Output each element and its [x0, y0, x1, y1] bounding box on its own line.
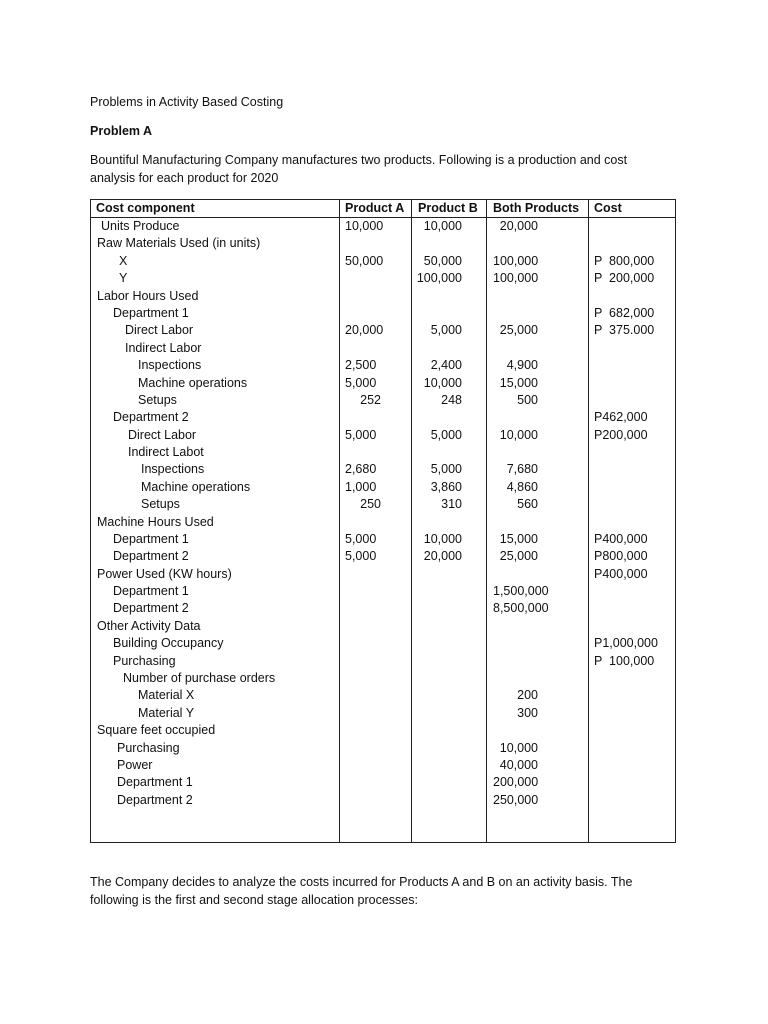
row-label: Purchasing [117, 741, 180, 755]
cell-both-products: 20,000 [499, 219, 538, 233]
row-label: Department 2 [113, 410, 189, 424]
row-label: Purchasing [113, 654, 176, 668]
cell-product-a: 5,000 [345, 532, 377, 546]
cell-cost: P1,000,000 [594, 636, 658, 650]
cell-both-products: 200,000 [493, 775, 539, 789]
cell-product-b: 310 [441, 497, 462, 511]
row-label: Power Used (KW hours) [97, 567, 232, 581]
cell-product-a: 1,000 [345, 480, 377, 494]
row-label: Setups [138, 393, 177, 407]
cell-product-a: 2,680 [345, 462, 377, 476]
cell-both-products: 8,500,000 [493, 601, 549, 615]
column-divider [411, 200, 412, 842]
row-label: Department 1 [113, 532, 189, 546]
column-divider [339, 200, 340, 842]
cell-product-a: 5,000 [345, 376, 377, 390]
cell-both-products: 100,000 [493, 254, 539, 268]
cell-both-products: 25,000 [499, 323, 538, 337]
closing-paragraph-line-2: following is the first and second stage allocation processes: [90, 893, 418, 907]
row-label: Machine operations [141, 480, 251, 494]
header-product-b: Product B [418, 201, 478, 215]
cell-both-products: 200 [517, 688, 538, 702]
header-cost-component: Cost component [96, 201, 195, 215]
cell-both-products: 40,000 [499, 758, 538, 772]
row-label: Department 2 [117, 793, 193, 807]
cell-product-b: 248 [441, 393, 462, 407]
cell-product-b: 20,000 [423, 549, 462, 563]
row-label: Machine operations [138, 376, 248, 390]
cell-product-a: 5,000 [345, 549, 377, 563]
header-cost: Cost [594, 201, 622, 215]
cell-both-products: 25,000 [499, 549, 538, 563]
row-label: Machine Hours Used [97, 515, 214, 529]
cell-both-products: 250,000 [493, 793, 539, 807]
row-label: Square feet occupied [97, 723, 216, 737]
cell-product-b: 5,000 [430, 428, 462, 442]
intro-paragraph-line-2: analysis for each product for 2020 [90, 171, 279, 185]
cell-cost: P400,000 [594, 532, 648, 546]
row-label: Building Occupancy [113, 636, 224, 650]
cell-product-b: 100,000 [416, 271, 462, 285]
header-both-products: Both Products [493, 201, 580, 215]
cell-product-a: 252 [360, 393, 381, 407]
cell-product-b: 2,400 [430, 358, 462, 372]
row-label: Units Produce [101, 219, 180, 233]
cell-product-b: 10,000 [423, 376, 462, 390]
cell-cost: P 682,000 [594, 306, 655, 320]
cell-both-products: 300 [517, 706, 538, 720]
problem-heading: Problem A [90, 124, 153, 138]
cost-analysis-table [90, 199, 676, 843]
row-label: Power [117, 758, 153, 772]
cell-both-products: 7,680 [506, 462, 538, 476]
row-label: Indirect Labor [125, 341, 202, 355]
column-divider [588, 200, 589, 842]
cell-cost: P 375.000 [594, 323, 655, 337]
cell-cost: P200,000 [594, 428, 648, 442]
row-label: Department 2 [113, 601, 189, 615]
cell-both-products: 4,860 [506, 480, 538, 494]
cell-product-b: 10,000 [423, 532, 462, 546]
cell-product-b: 3,860 [430, 480, 462, 494]
cell-both-products: 10,000 [499, 741, 538, 755]
row-label: Number of purchase orders [123, 671, 276, 685]
document-title: Problems in Activity Based Costing [90, 95, 284, 109]
row-label: Direct Labor [125, 323, 194, 337]
cell-both-products: 4,900 [506, 358, 538, 372]
row-label: Other Activity Data [97, 619, 201, 633]
row-label: Department 1 [113, 584, 189, 598]
intro-paragraph-line-1: Bountiful Manufacturing Company manufactures two products. Following is a production and cost [90, 153, 628, 167]
cell-product-a: 10,000 [345, 219, 384, 233]
row-label: Y [119, 271, 128, 285]
cell-product-b: 5,000 [430, 323, 462, 337]
cell-product-a: 20,000 [345, 323, 384, 337]
row-label: Inspections [141, 462, 205, 476]
cell-both-products: 10,000 [499, 428, 538, 442]
row-label: Material Y [138, 706, 195, 720]
cell-cost: P 100,000 [594, 654, 655, 668]
cell-cost: P 800,000 [594, 254, 655, 268]
row-label: Setups [141, 497, 180, 511]
cell-product-a: 50,000 [345, 254, 384, 268]
row-label: Material X [138, 688, 195, 702]
row-label: Direct Labor [128, 428, 197, 442]
cell-product-a: 5,000 [345, 428, 377, 442]
row-label: Department 1 [117, 775, 193, 789]
cell-both-products: 15,000 [499, 532, 538, 546]
row-label: Department 1 [113, 306, 189, 320]
cell-both-products: 15,000 [499, 376, 538, 390]
row-label: Indirect Labot [128, 445, 204, 459]
cell-product-a: 2,500 [345, 358, 377, 372]
cell-product-b: 10,000 [423, 219, 462, 233]
row-label: X [119, 254, 128, 268]
cell-cost: P400,000 [594, 567, 648, 581]
cell-cost: P462,000 [594, 410, 648, 424]
cell-both-products: 100,000 [493, 271, 539, 285]
header-product-a: Product A [345, 201, 405, 215]
cell-both-products: 1,500,000 [493, 584, 549, 598]
cell-product-b: 50,000 [423, 254, 462, 268]
row-label: Inspections [138, 358, 202, 372]
cell-both-products: 560 [517, 497, 538, 511]
column-divider [486, 200, 487, 842]
cell-product-a: 250 [360, 497, 381, 511]
cell-cost: P800,000 [594, 549, 648, 563]
row-label: Department 2 [113, 549, 189, 563]
cell-both-products: 500 [517, 393, 538, 407]
cell-product-b: 5,000 [430, 462, 462, 476]
closing-paragraph-line-1: The Company decides to analyze the costs incurred for Products A and B on an activity basis. The [90, 875, 633, 889]
cell-cost: P 200,000 [594, 271, 655, 285]
row-label: Labor Hours Used [97, 289, 199, 303]
row-label: Raw Materials Used (in units) [97, 236, 261, 250]
